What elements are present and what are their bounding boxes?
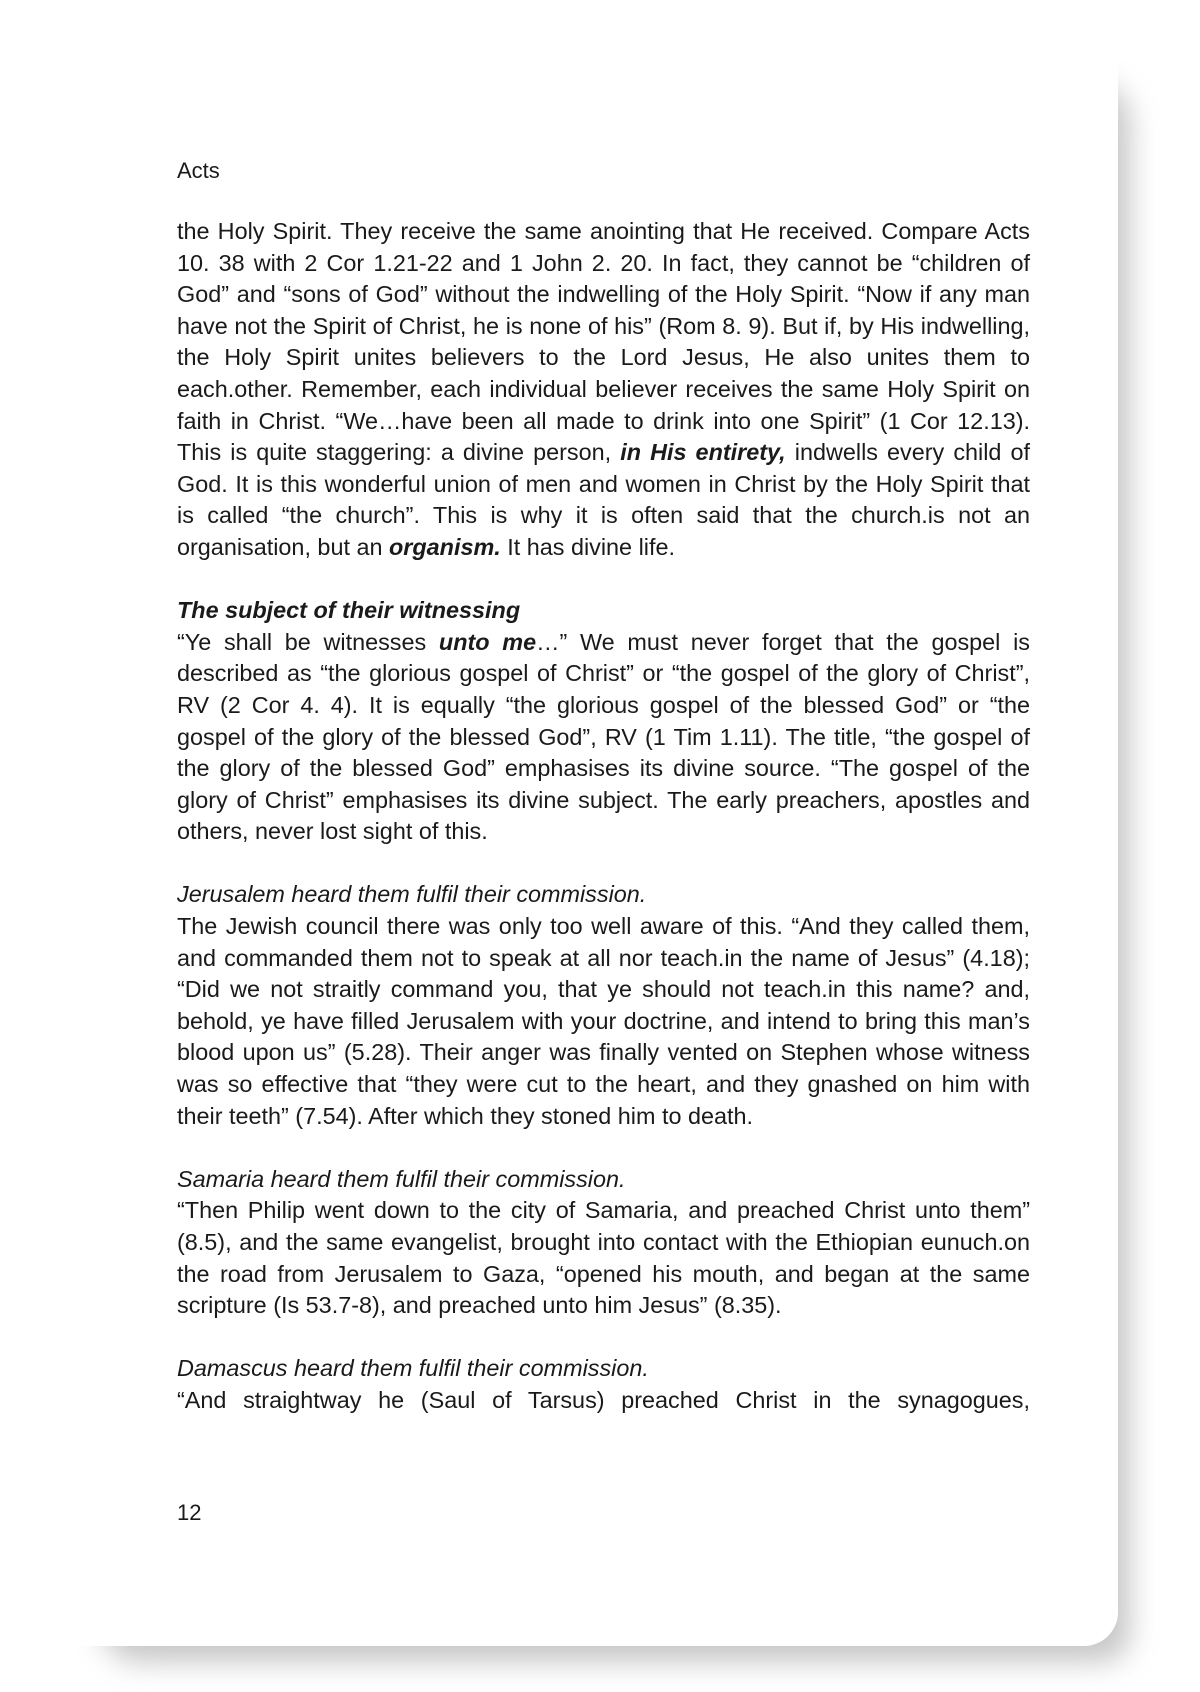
paragraph-gap bbox=[177, 848, 1030, 880]
paragraph-jerusalem: The Jewish council there was only too well aware of this. “And they called them, and commanded them not to speak at all nor teach.in the name of Jesus” (4.18); “Did we not straitly command you, that ye should not teach.in this name? and, behold, ye have filled Jerusalem with your doctrine, and intend to bring this man’s blood upon us” (5.28). Their anger was finally vented on Stephen whose witness was so effective that “they were cut to the heart, and they gnashed on him with their teeth” (7.54). After which they stoned him to death. bbox=[177, 913, 1030, 1129]
paragraph-gap bbox=[177, 564, 1030, 596]
paragraph-gap bbox=[177, 1322, 1030, 1354]
paragraph-samaria: “Then Philip went down to the city of Samaria, and preached Christ unto them” (8.5), and the same evangelist, brought into contact with the Ethiopian eunuch.on the road from Jerusalem to Gaza, “opened his mouth, and began at the same scripture (Is 53.7-8), and preached unto him Jesus” (8.35). bbox=[177, 1197, 1030, 1319]
section-heading-damascus: Damascus heard them fulfil their commission. bbox=[177, 1355, 649, 1382]
page-body bbox=[177, 216, 1030, 1417]
section-heading-witnessing: The subject of their witnessing bbox=[177, 597, 521, 624]
section-heading-samaria: Samaria heard them fulfil their commission. bbox=[177, 1165, 626, 1192]
running-head: Acts bbox=[177, 158, 220, 183]
paragraph-damascus: “And straightway he (Saul of Tarsus) preached Christ in the synagogues, bbox=[177, 1386, 1030, 1413]
text-run: It has divine life. bbox=[500, 533, 675, 560]
section-heading-jerusalem: Jerusalem heard them fulfil their commission. bbox=[177, 881, 647, 908]
paragraph-holy-spirit bbox=[177, 216, 1030, 564]
text-run: the Holy Spirit. They receive the same anointing that He received. Compare Acts 10. 38 with 2 Cor 1.21-22 and 1 John 2. 20. In fact, they cannot be “children of God” and “sons of God” without the indwelling of the Holy Spirit. “Now if any man have not the Spirit of Christ, he is none of his” (Rom 8. 9). But if, by His indwelling, the Holy Spirit unites believers to the Lord Jesus, He also unites them to each.other. Remember, each individual believer receives the same Holy Spirit on faith in Christ. “We…have been all made to drink into one Spirit” (1 Cor 12.13). This is quite staggering: a divine person, bbox=[177, 218, 1030, 466]
page-number: 12 bbox=[177, 1500, 202, 1525]
emphasis-in-his-entirety: in His entirety, bbox=[620, 439, 786, 466]
paragraph-gap bbox=[177, 1132, 1030, 1164]
text-run: …” We must never forget that the gospel is described as “the glorious gospel of Christ” or “the gospel of the glory of Christ”, RV (2 Cor 4. 4). It is equally “the glorious gospel of the blessed God” or “the gospel of the glory of the blessed God”, RV (1 Tim 1.11). The title, “the gospel of the glory of the blessed God” emphasises its divine source. “The gospel of the glory of Christ” emphasises its divine subject. The early preachers, apostles and others, never lost sight of this. bbox=[177, 628, 1030, 845]
emphasis-unto-me: unto me bbox=[438, 628, 537, 655]
emphasis-organism: organism. bbox=[388, 533, 501, 560]
paragraph-witnessing bbox=[177, 627, 1030, 848]
text-run: “Ye shall be witnesses bbox=[177, 628, 439, 655]
text-run: indwells every child of God. It is this wonderful union of men and women in Christ by the Holy Spirit that is called “the church”. This is why it is often said that the church.is not an organisation, but an bbox=[177, 439, 1031, 560]
